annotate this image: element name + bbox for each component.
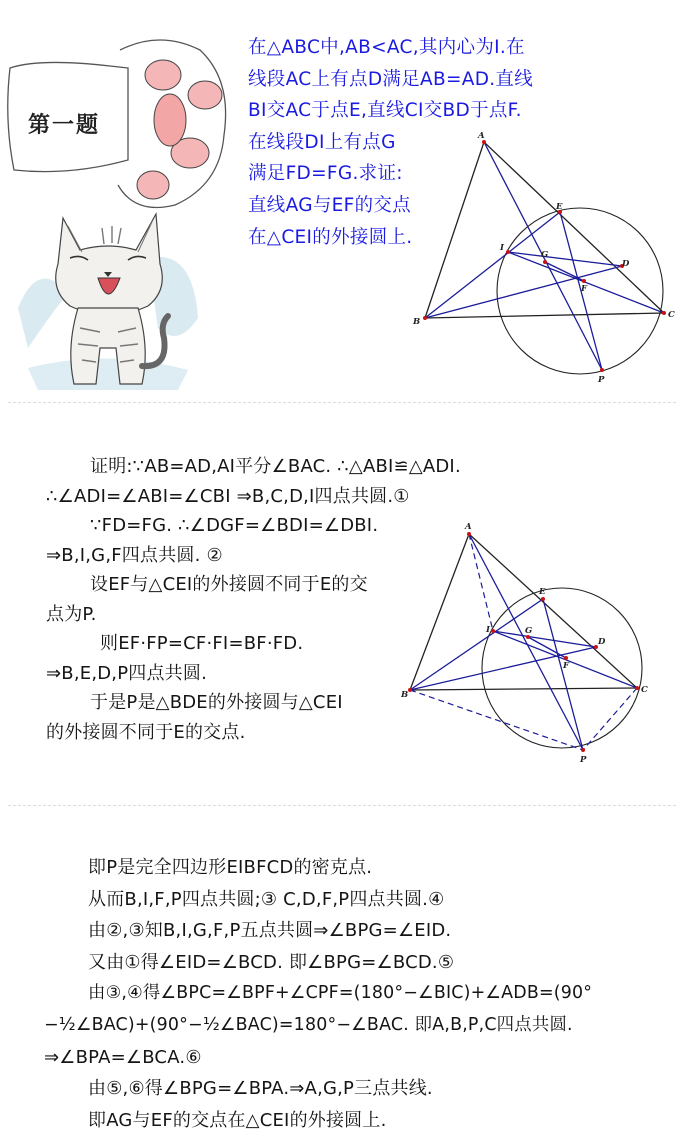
proof-line: 即AG与EF的交点在△CEI的外接圆上. bbox=[88, 1109, 387, 1131]
badge-title: 第一题 bbox=[28, 112, 101, 138]
problem-line: 直线AG与EF的交点 bbox=[248, 194, 411, 216]
proof-line: 由③,④得∠BPC=∠BPF+∠CPF=(180°−∠BIC)+∠ADB=(90° bbox=[88, 983, 593, 1004]
proof-line: 即P是完全四边形EIBFCD的密克点. bbox=[88, 857, 373, 878]
proof-line: ⇒∠BPA=∠BCA.⑥ bbox=[44, 1046, 202, 1068]
proof-line: 于是P是△BDE的外接圆与△CEI bbox=[90, 692, 343, 713]
proof-line: ⇒B,E,D,P四点共圆. bbox=[46, 662, 208, 684]
label-P: P bbox=[598, 375, 605, 385]
proof-part-1 bbox=[46, 452, 461, 747]
proof-line: ∴∠ADI=∠ABI=∠CBI ⇒B,C,D,I四点共圆.① bbox=[46, 485, 410, 507]
label-C: C bbox=[641, 685, 648, 695]
proof-line: 证明:∵AB=AD,AI平分∠BAC. ∴△ABI≌△ADI. bbox=[90, 456, 461, 477]
proof-line: −½∠BAC)+(90°−½∠BAC)=180°−∠BAC. 即A,B,P,C四点共圆. bbox=[44, 1014, 573, 1035]
proof-line: 由②,③知B,I,G,F,P五点共圆⇒∠BPG=∠EID. bbox=[88, 920, 452, 942]
proof-line: 点为P. bbox=[46, 603, 97, 625]
problem-line: 在△CEI的外接圆上. bbox=[248, 226, 413, 248]
label-G: G bbox=[525, 626, 533, 636]
label-I: I bbox=[486, 625, 490, 635]
proof-line: 从而B,I,F,P四点共圆;③ C,D,F,P四点共圆.④ bbox=[88, 888, 445, 910]
label-A: A bbox=[478, 131, 485, 141]
geometry-figure-2 bbox=[400, 520, 684, 772]
label-E: E bbox=[539, 587, 546, 597]
label-F: F bbox=[563, 661, 570, 671]
label-E: E bbox=[556, 202, 563, 212]
section-divider bbox=[8, 805, 676, 806]
proof-part-2 bbox=[44, 852, 592, 1136]
label-F: F bbox=[581, 284, 588, 294]
geometry-figure-1 bbox=[400, 128, 684, 390]
proof-line: ∵FD=FG. ∴∠DGF=∠BDI=∠DBI. bbox=[90, 515, 379, 536]
label-B: B bbox=[413, 317, 421, 327]
problem-section bbox=[0, 0, 684, 400]
proof-line: 则EF·FP=CF·FI=BF·FD. bbox=[100, 633, 304, 654]
label-D: D bbox=[622, 259, 630, 269]
label-P: P bbox=[580, 755, 587, 765]
problem-line: 线段AC上有点D满足AB=AD.直线 bbox=[248, 68, 534, 90]
problem-line: 满足FD=FG.求证: bbox=[248, 163, 403, 185]
label-D: D bbox=[598, 637, 606, 647]
label-C: C bbox=[668, 310, 675, 320]
problem-line: BI交AC于点E,直线CI交BD于点F. bbox=[248, 100, 522, 122]
problem-line: 在线段DI上有点G bbox=[248, 131, 396, 153]
proof-line: 又由①得∠EID=∠BCD. 即∠BPG=∠BCD.⑤ bbox=[88, 951, 455, 973]
proof-line: ⇒B,I,G,F四点共圆. ② bbox=[46, 544, 223, 566]
problem-line: 在△ABC中,AB<AC,其内心为I.在 bbox=[248, 37, 525, 58]
label-B: B bbox=[401, 690, 409, 700]
section-divider bbox=[8, 402, 676, 403]
proof-line: 由⑤,⑥得∠BPG=∠BPA.⇒A,G,P三点共线. bbox=[88, 1078, 433, 1100]
proof-line: 设EF与△CEI的外接圆不同于E的交 bbox=[90, 574, 368, 595]
kitten-illustration bbox=[8, 198, 208, 394]
proof-line: 的外接圆不同于E的交点. bbox=[46, 721, 246, 743]
label-G: G bbox=[541, 250, 549, 260]
label-A: A bbox=[465, 522, 472, 532]
label-I: I bbox=[500, 243, 504, 253]
